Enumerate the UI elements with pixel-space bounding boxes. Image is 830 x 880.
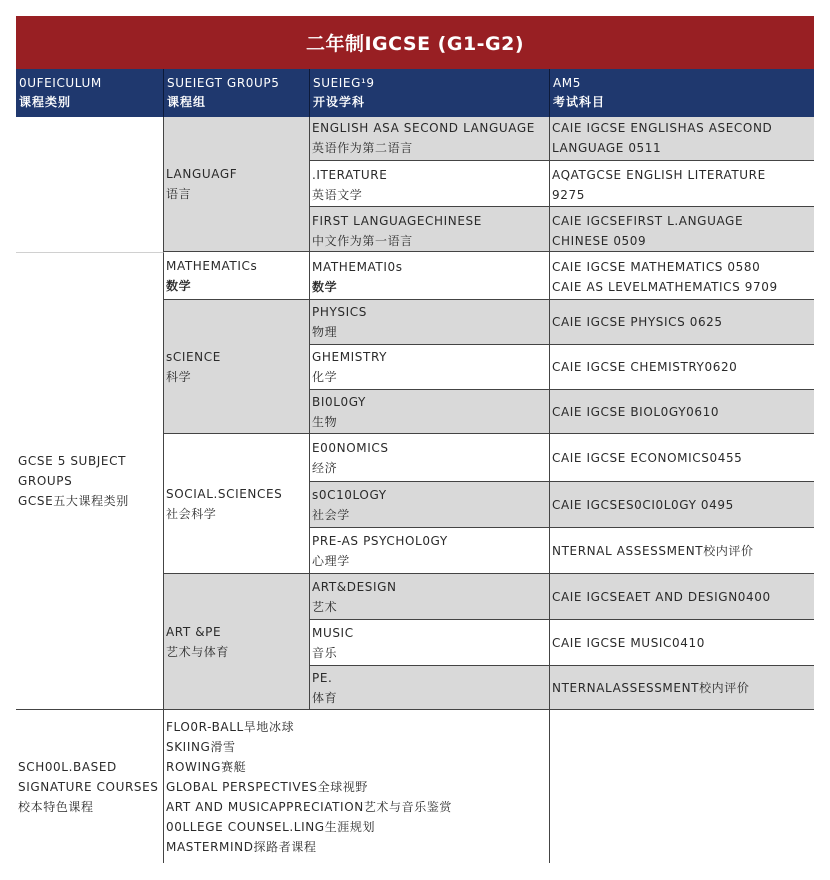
header-exams bbox=[550, 69, 814, 117]
signature-exam-empty-cell bbox=[550, 710, 814, 863]
subject-cell bbox=[310, 528, 550, 574]
signature-course-item: ART AND MUSICAPPRECIATION艺术与音乐鉴赏 bbox=[166, 800, 453, 814]
exam-cell bbox=[550, 161, 814, 207]
group-social-sciences bbox=[164, 434, 310, 574]
category-gcse bbox=[16, 252, 164, 710]
header-subject-groups-en: SUEIEGT GR0UP5 bbox=[167, 76, 280, 90]
signature-course-item: FLO0R-BALL旱地冰球 bbox=[166, 720, 295, 734]
subject-cn: 心理学 bbox=[312, 553, 350, 568]
header-subjects-en: SUEIEG¹9 bbox=[313, 76, 375, 90]
subject-en: GHEMISTRY bbox=[312, 350, 388, 364]
subject-cn: 社会学 bbox=[312, 507, 350, 522]
signature-course-item: ROWING赛艇 bbox=[166, 760, 247, 774]
signature-course-item: MASTERMIND探路者课程 bbox=[166, 840, 317, 854]
subject-en: E00NOMICS bbox=[312, 440, 389, 455]
subject-cn: 中文作为第一语言 bbox=[312, 234, 413, 248]
exam-cell bbox=[550, 434, 814, 482]
exam-line: CAIE IGCSES0CI0L0GY 0495 bbox=[552, 497, 734, 512]
subject-cn: 生物 bbox=[312, 414, 338, 429]
subject-en: BI0L0GY bbox=[312, 394, 366, 409]
subject-en: PE. bbox=[312, 670, 333, 685]
exam-cell bbox=[550, 345, 814, 390]
category-school-line1: SCH00L.BASED bbox=[18, 759, 117, 774]
subject-cn: 英语文学 bbox=[312, 188, 363, 202]
group-science-cn: 科学 bbox=[166, 369, 192, 384]
subject-cn: 音乐 bbox=[312, 645, 338, 660]
group-mathematics-en: MATHEMATICs bbox=[166, 258, 258, 273]
subject-en: ENGLISH ASA SECOND LANGUAGE bbox=[312, 121, 535, 135]
subject-cn: 化学 bbox=[312, 370, 338, 384]
group-language bbox=[164, 117, 310, 252]
subject-en: FIRST LANGUAGECHINESE bbox=[312, 214, 482, 228]
exam-line: CAIE IGCSE PHYSICS 0625 bbox=[552, 315, 723, 329]
exam-line: CAIE AS LEVELMATHEMATICS 9709 bbox=[552, 280, 778, 294]
subject-cn: 数学 bbox=[312, 280, 338, 294]
category-school-line2: SIGNATURE COURSES bbox=[18, 779, 159, 794]
subject-cell bbox=[310, 300, 550, 345]
exam-line: CAIE IGCSE ECONOMICS0455 bbox=[552, 450, 743, 465]
exam-line: NTERNALASSESSMENT校内评价 bbox=[552, 680, 750, 695]
exam-cell bbox=[550, 207, 814, 252]
exam-line: CAIE IGCSE ENGLISHAS ASECOND bbox=[552, 121, 773, 135]
header-subjects-cn: 开设学科 bbox=[313, 95, 366, 109]
signature-course-item: GLOBAL PERSPECTIVES全球视野 bbox=[166, 780, 368, 794]
subject-cell bbox=[310, 390, 550, 434]
exam-line: NTERNAL ASSESSMENT校内评价 bbox=[552, 543, 754, 558]
category-gcse-line3: GCSE五大课程类别 bbox=[18, 494, 129, 508]
signature-course-item: 00LLEGE COUNSEL.LING生涯规划 bbox=[166, 820, 376, 834]
exam-cell bbox=[550, 390, 814, 434]
subject-cell bbox=[310, 117, 550, 161]
header-curriculum-en: 0UFEICULUM bbox=[19, 76, 102, 90]
subject-en: MUSIC bbox=[312, 625, 354, 640]
subject-cell bbox=[310, 434, 550, 482]
group-social-cn: 社会科学 bbox=[166, 506, 217, 521]
category-school-based bbox=[16, 710, 164, 863]
subject-cn: 英语作为第二语言 bbox=[312, 141, 413, 155]
group-language-en: LANGUAGF bbox=[166, 167, 238, 181]
exam-line: CAIE IGCSE BIOL0GY0610 bbox=[552, 404, 720, 419]
header-exams-en: AM5 bbox=[553, 76, 581, 90]
header-subject-groups bbox=[164, 69, 310, 117]
category-empty-cell bbox=[16, 117, 164, 252]
exam-line: LANGUAGE 0511 bbox=[552, 141, 662, 155]
group-art-cn: 艺术与体育 bbox=[166, 644, 230, 659]
subject-en: PHYSICS bbox=[312, 305, 367, 319]
group-mathematics bbox=[164, 252, 310, 300]
exam-cell bbox=[550, 300, 814, 345]
exam-line: 9275 bbox=[552, 188, 585, 202]
group-mathematics-cn: 数学 bbox=[166, 278, 192, 293]
header-curriculum-cn: 课程类别 bbox=[19, 95, 72, 109]
subject-en: .ITERATURE bbox=[312, 168, 388, 182]
subject-cell bbox=[310, 574, 550, 620]
category-school-line3: 校本特色课程 bbox=[18, 799, 94, 814]
header-curriculum bbox=[16, 69, 164, 117]
subject-en: MATHEMATI0s bbox=[312, 260, 403, 274]
table-title: 二年制IGCSE (G1-G2) bbox=[16, 16, 814, 69]
group-science-en: sCIENCE bbox=[166, 349, 221, 364]
group-language-cn: 语言 bbox=[166, 187, 192, 201]
category-gcse-line2: GROUPS bbox=[18, 474, 73, 488]
signature-course-list bbox=[164, 710, 550, 863]
exam-line: CAIE IGCSE MATHEMATICS 0580 bbox=[552, 260, 761, 274]
group-art-pe bbox=[164, 574, 310, 710]
subject-cell bbox=[310, 482, 550, 528]
subject-cell bbox=[310, 161, 550, 207]
subject-cell bbox=[310, 345, 550, 390]
exam-line: CAIE IGCSE CHEMISTRY0620 bbox=[552, 360, 738, 374]
subject-cell bbox=[310, 207, 550, 252]
exam-line: AQATGCSE ENGLISH LITERATURE bbox=[552, 168, 766, 182]
subject-en: s0C10LOGY bbox=[312, 487, 387, 502]
header-exams-cn: 考试科目 bbox=[553, 95, 606, 109]
subject-cn: 经济 bbox=[312, 460, 338, 475]
header-subjects bbox=[310, 69, 550, 117]
group-science bbox=[164, 300, 310, 434]
subject-cn: 体育 bbox=[312, 690, 338, 705]
subject-en: PRE-AS PSYCHOL0GY bbox=[312, 533, 448, 548]
exam-cell bbox=[550, 482, 814, 528]
group-social-en: SOCIAL.SCIENCES bbox=[166, 486, 283, 501]
header-subject-groups-cn: 课程组 bbox=[167, 95, 207, 109]
subject-cell bbox=[310, 666, 550, 710]
signature-course-item: SKIING滑雪 bbox=[166, 740, 236, 754]
category-gcse-line1: GCSE 5 SUBJECT bbox=[18, 454, 127, 468]
group-art-en: ART &PE bbox=[166, 624, 222, 639]
exam-cell bbox=[550, 117, 814, 161]
exam-cell bbox=[550, 574, 814, 620]
exam-line: CAIE IGCSEAET AND DESIGN0400 bbox=[552, 589, 771, 604]
exam-line: CAIE IGCSEFIRST L.ANGUAGE bbox=[552, 214, 744, 228]
exam-line: CHINESE 0509 bbox=[552, 234, 647, 248]
subject-cn: 物理 bbox=[312, 325, 338, 339]
subject-cell bbox=[310, 620, 550, 666]
exam-cell bbox=[550, 666, 814, 710]
exam-cell bbox=[550, 528, 814, 574]
exam-cell bbox=[550, 252, 814, 300]
subject-en: ART&DESIGN bbox=[312, 579, 397, 594]
subject-cell bbox=[310, 252, 550, 300]
subject-cn: 艺术 bbox=[312, 599, 338, 614]
exam-cell bbox=[550, 620, 814, 666]
exam-line: CAIE IGCSE MUSIC0410 bbox=[552, 635, 705, 650]
